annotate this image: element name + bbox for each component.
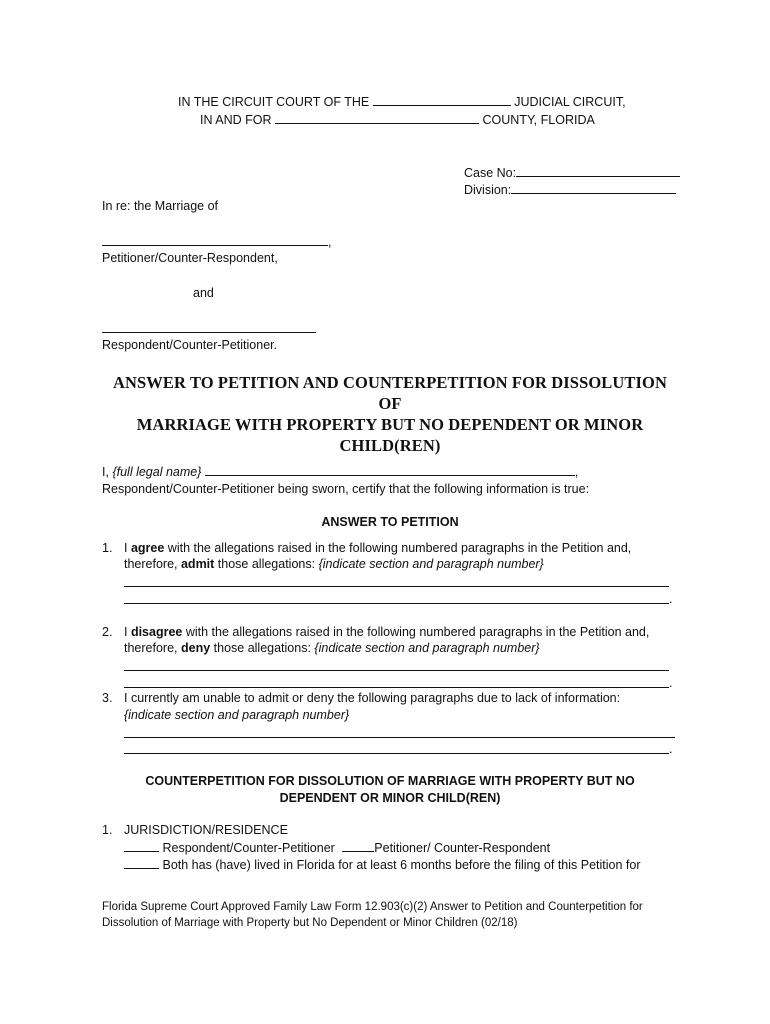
unable-hint: {indicate section and paragraph number} <box>124 708 350 722</box>
jurisdiction-title: JURISDICTION/RESIDENCE <box>124 823 288 837</box>
disagree-text-line2: therefore, deny those allegations: {indicate section and paragraph number} <box>124 641 540 655</box>
both-residence-checkbox[interactable] <box>124 857 159 869</box>
county-field[interactable] <box>275 112 479 124</box>
court-header-line1: IN THE CIRCUIT COURT OF THE JUDICIAL CIRCUIT, <box>178 95 626 109</box>
item-number: 2. <box>102 625 113 639</box>
disagree-text-line1: I disagree with the allegations raised in the following numbered paragraphs in the Petition and, <box>124 625 650 639</box>
disagree-answer-line-1[interactable] <box>124 670 669 671</box>
unable-period: . <box>669 742 673 756</box>
counterpetition-heading-line2: DEPENDENT OR MINOR CHILD(REN) <box>279 791 501 805</box>
agree-answer-line-1[interactable] <box>124 586 669 587</box>
case-number-row: Case No: <box>464 165 680 180</box>
residence-options-row: Respondent/Counter-Petitioner Petitioner/ Counter-Respondent <box>124 840 550 855</box>
in-re-text: In re: the Marriage of <box>102 199 219 213</box>
sworn-statement: Respondent/Counter-Petitioner being sworn, certify that the following information is true: <box>102 482 590 496</box>
unable-answer-line-1[interactable] <box>124 737 675 738</box>
footer-line1: Florida Supreme Court Approved Family Law Form 12.903(c)(2) Answer to Petition and Counterpetition for <box>102 901 643 913</box>
division-field[interactable] <box>511 182 676 194</box>
full-name-field[interactable] <box>205 464 575 476</box>
division-row: Division: <box>464 182 676 197</box>
respondent-residence-checkbox[interactable] <box>124 840 159 852</box>
answer-heading: ANSWER TO PETITION <box>321 515 459 529</box>
document-title: ANSWER TO PETITION AND COUNTERPETITION FOR DISSOLUTION OF MARRIAGE WITH PROPERTY BUT NO DEPENDENT OR MINOR CHILD(REN) <box>113 373 667 455</box>
court-header-line2: IN AND FOR COUNTY, FLORIDA <box>200 113 595 127</box>
agree-text-line2: therefore, admit those allegations: {indicate section and paragraph number} <box>124 557 544 571</box>
respondent-name-field[interactable] <box>102 332 316 333</box>
respondent-label: Respondent/Counter-Petitioner. <box>102 338 278 352</box>
unable-text-line1: I currently am unable to admit or deny the following paragraphs due to lack of information: <box>124 691 621 705</box>
footer-line2: Dissolution of Marriage with Property but No Dependent or Minor Children (02/18) <box>102 917 518 929</box>
agree-answer-line-2[interactable] <box>124 603 669 604</box>
item-number: 1. <box>102 823 113 837</box>
circuit-number-field[interactable] <box>373 94 511 106</box>
petitioner-comma: , <box>328 235 332 249</box>
petitioner-residence-checkbox[interactable] <box>342 840 374 852</box>
unable-answer-line-2[interactable] <box>124 753 669 754</box>
item-number: 1. <box>102 541 113 555</box>
and-text: and <box>193 286 214 300</box>
item-number: 3. <box>102 691 113 705</box>
both-residence-row: Both has (have) lived in Florida for at least 6 months before the filing of this Petition for <box>124 857 641 872</box>
case-number-field[interactable] <box>516 165 680 177</box>
disagree-answer-line-2[interactable] <box>124 687 669 688</box>
counterpetition-heading-line1: COUNTERPETITION FOR DISSOLUTION OF MARRIAGE WITH PROPERTY BUT NO <box>145 774 635 788</box>
agree-period: . <box>669 592 673 606</box>
agree-text-line1: I agree with the allegations raised in the following numbered paragraphs in the Petition and, <box>124 541 632 555</box>
petitioner-label: Petitioner/Counter-Respondent, <box>102 251 278 265</box>
full-name-row: I, {full legal name} , <box>102 465 579 479</box>
disagree-period: . <box>669 676 673 690</box>
petitioner-name-field[interactable] <box>102 245 328 246</box>
